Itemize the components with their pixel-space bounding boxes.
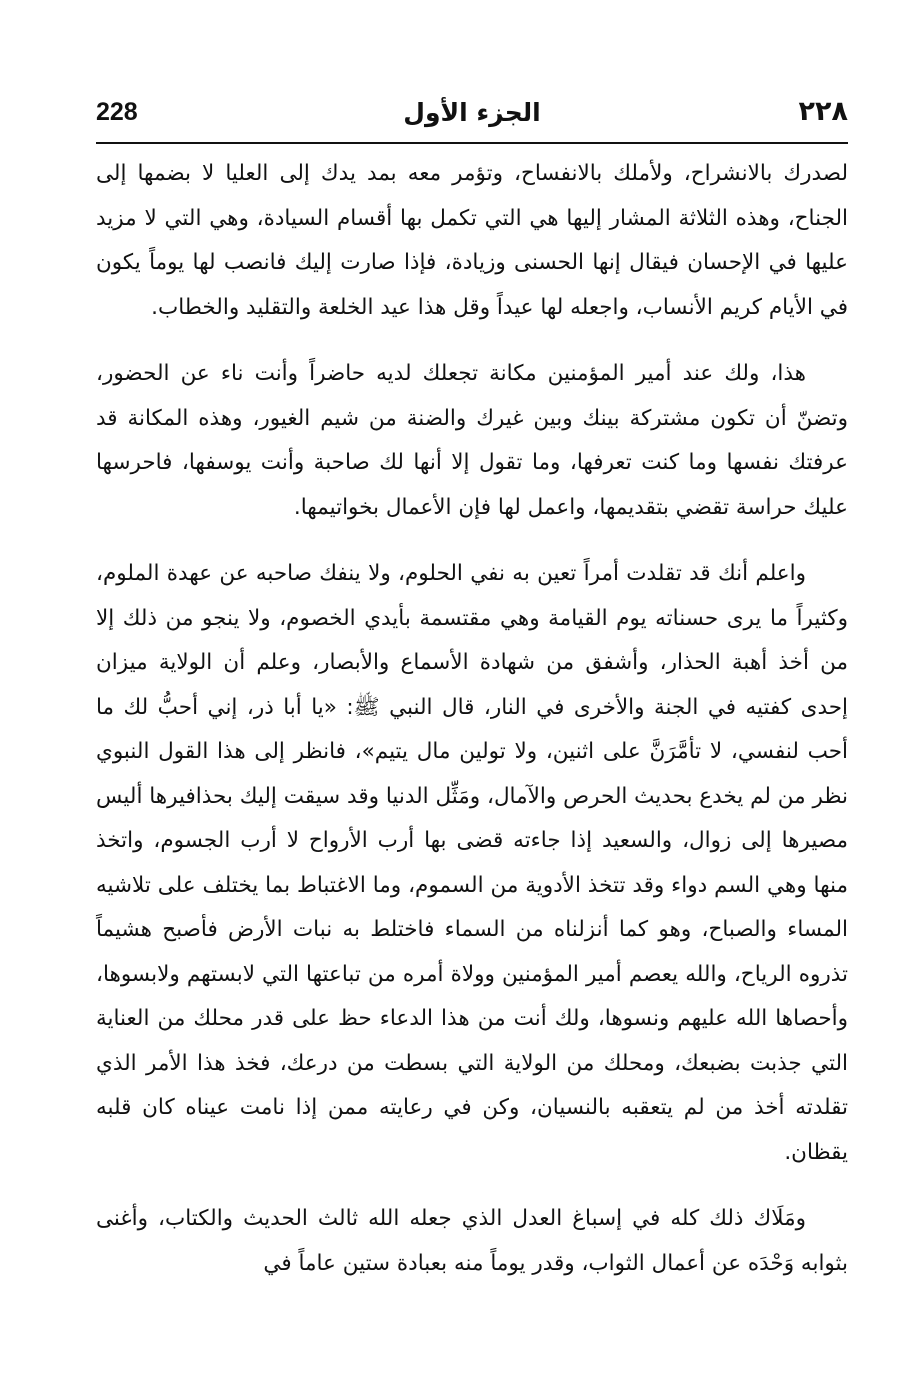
paragraph: واعلم أنك قد تقلدت أمراً تعين به نفي الحلوم، ولا ينفك صاحبه عن عهدة الملوم، وكثيراً ما يرى حسناته يوم القيامة وهي مقتسمة بأيدي الخصوم، ولا ينجو من ذلك إلا من أخذ أهبة الحذار، وأشفق من شهادة الأسماع والأبصار، وعلم أن الولاية ميزان إحدى كفتيه في الجنة والأخرى في النار، قال النبي ﷺ: «يا أبا ذر، إني أحبُّ لك ما أحب لنفسي، لا تأمَّرَنَّ على اثنين، ولا تولين مال يتيم»، فانظر إلى هذا القول النبوي نظر من لم يخدع بحديث الحرص والآمال، ومَثِّل الدنيا وقد سيقت إليك بحذافيرها أليس مصيرها إلى زوال، والسعيد إذا جاءته قضى بها أرب الأرواح لا أرب الجسوم، واتخذ منها وهي السم دواء وقد تتخذ الأدوية من السموم، وما الاغتباط بما يختلف على تلاشيه المساء والصباح، وهو كما أنزلناه من السماء فاختلط به نبات الأرض فأصبح هشيماً تذروه الرياح، والله يعصم أمير المؤمنين وولاة أمره من تباعتها التي لابستهم ولابسوها، وأحصاها الله عليهم ونسوها، ولك أنت من هذا الدعاء حظ على قدر محلك من العناية التي جذبت بضبعك، ومحلك من الولاية التي بسطت من درعك، فخذ هذا الأمر الذي تقلدته أخذ من لم يتعقبه بالنسيان، وكن في رعايته ممن إذا نامت عيناه كان قلبه يقظان. bbox=[96, 561, 848, 1165]
paragraph: لصدرك بالانشراح، ولأملك بالانفساح، وتؤمر معه بمد يدك إلى العليا لا بضمها إلى الجناح، وهذه الثلاثة المشار إليها هي التي تكمل بها أقسام السيادة، وهي التي لا مزيد عليها في الإحسان فيقال إنها الحسنى وزيادة، فإذا صارت إليك فانصب لها يوماً يكون في الأيام كريم الأنساب، واجعله لها عيداً وقل هذا عيد الخلعة والتقليد والخطاب. bbox=[96, 161, 848, 320]
page-body bbox=[96, 152, 848, 1286]
page-number-arabic: ٢٢٨ bbox=[798, 96, 848, 127]
paragraph: ومَلَاك ذلك كله في إسباغ العدل الذي جعله الله ثالث الحديث والكتاب، وأغنى بثوابه وَحْدَه عن أعمال الثواب، وقدر يوماً منه بعبادة ستين عاماً في bbox=[96, 1206, 848, 1276]
running-title: الجزء الأول bbox=[403, 98, 541, 127]
paragraph: هذا، ولك عند أمير المؤمنين مكانة تجعلك لديه حاضراً وأنت ناء عن الحضور، وتضنّ أن تكون مشتركة بينك وبين غيرك والضنة من شيم الغيور، وهذه المكانة قد عرفتك نفسها وما كنت تعرفها، وما تقول إلا أنها لك صاحبة وأنت يوسفها، فاحرسها عليك حراسة تقضي بتقديمها، واعمل لها فإن الأعمال بخواتيمها. bbox=[96, 361, 848, 520]
page-header bbox=[96, 96, 848, 136]
header-rule bbox=[96, 142, 848, 144]
page-number-latin: 228 bbox=[96, 98, 138, 126]
